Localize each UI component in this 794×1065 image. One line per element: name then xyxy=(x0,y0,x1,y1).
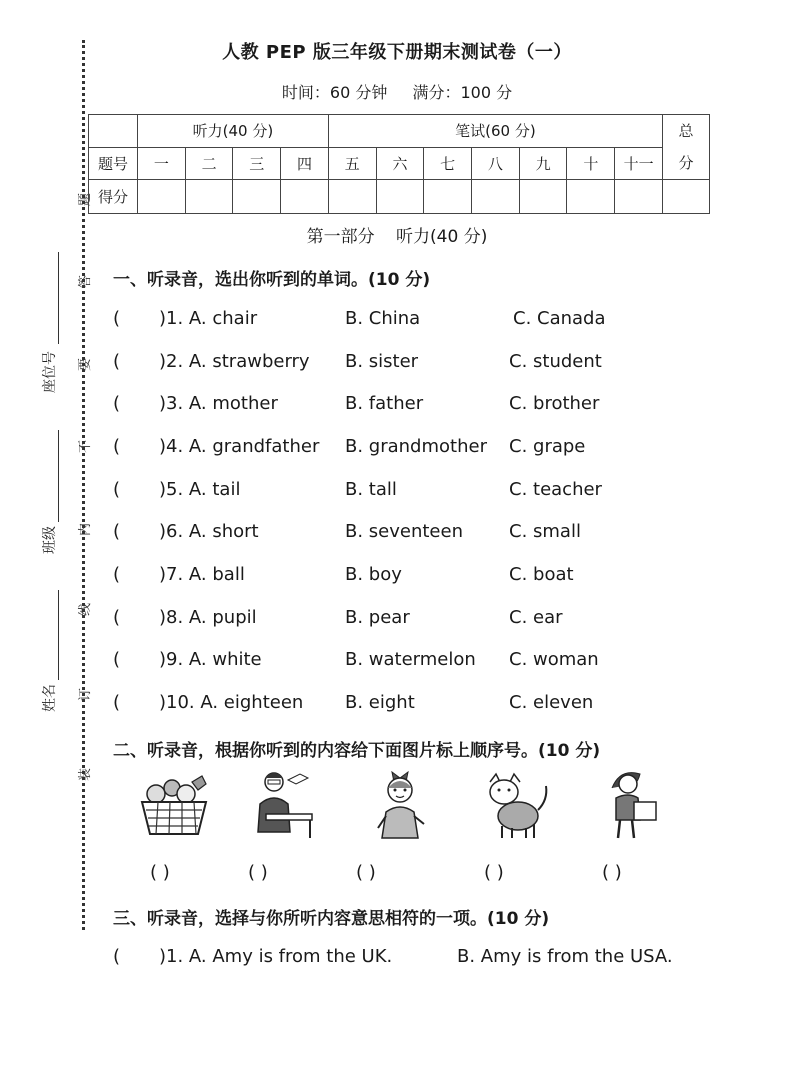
option-b: B. boy xyxy=(345,564,402,585)
score-label: 满分：100 分 xyxy=(412,83,513,102)
question-number: 八 xyxy=(472,147,520,180)
option-b: B. grandmother xyxy=(345,436,487,457)
score-cell[interactable] xyxy=(185,180,233,214)
answer-blank[interactable]: ( xyxy=(113,521,121,542)
section3-title: 三、听录音，选择与你所听内容意思相符的一项。(10 分) xyxy=(113,909,550,929)
option-c: C. brother xyxy=(509,393,600,414)
picture-answer-blank[interactable]: ( ) xyxy=(484,862,504,883)
score-cell[interactable] xyxy=(472,180,520,214)
option-c: C. teacher xyxy=(509,479,602,500)
binding-char: 内 xyxy=(78,522,94,537)
option-c: C. grape xyxy=(509,436,586,457)
binding-char: 装 xyxy=(78,767,94,782)
score-cell[interactable] xyxy=(615,180,663,214)
listening-header: 听力(40 分) xyxy=(138,115,329,148)
option-a: )1. A. chair xyxy=(159,308,258,329)
option-a: )3. A. mother xyxy=(159,393,278,414)
picture-answer-blank[interactable]: ( ) xyxy=(602,862,622,883)
binding-char: 答 xyxy=(78,274,94,289)
seat-number-label: 座位号 xyxy=(42,351,58,393)
question-row xyxy=(113,521,733,551)
score-table xyxy=(88,114,710,214)
score-cell[interactable] xyxy=(519,180,567,214)
answer-blank[interactable]: ( xyxy=(113,436,121,457)
option-c: C. woman xyxy=(509,649,599,670)
score-row-label: 得分 xyxy=(89,180,138,214)
option-a: )5. A. tail xyxy=(159,479,241,500)
question-number: 六 xyxy=(376,147,424,180)
score-cell[interactable] xyxy=(424,180,472,214)
option-b: B. father xyxy=(345,393,424,414)
question-row xyxy=(113,436,733,466)
option-c: C. eleven xyxy=(509,692,594,713)
binding-char: 要 xyxy=(78,357,94,372)
picture-answer-blank[interactable]: ( ) xyxy=(356,862,376,883)
option-a: )7. A. ball xyxy=(159,564,245,585)
option-b: B. Amy is from the USA. xyxy=(457,946,673,967)
name-line[interactable] xyxy=(58,590,59,680)
total-bottom: 分 xyxy=(678,154,694,172)
option-b: B. watermelon xyxy=(345,649,476,670)
binding-char: 订 xyxy=(78,687,94,702)
score-cell[interactable] xyxy=(328,180,376,214)
binding-dotted-line xyxy=(82,40,85,930)
option-c: C. boat xyxy=(509,564,574,585)
option-a: )10. A. eighteen xyxy=(159,692,304,713)
option-b: B. seventeen xyxy=(345,521,463,542)
option-a: )6. A. short xyxy=(159,521,259,542)
picture-answer-blank[interactable]: ( ) xyxy=(248,862,268,883)
option-c: C. Canada xyxy=(513,308,606,329)
answer-blank[interactable]: ( xyxy=(113,393,121,414)
binding-char: 线 xyxy=(78,602,94,617)
option-c: C. small xyxy=(509,521,581,542)
option-a: )8. A. pupil xyxy=(159,607,257,628)
question-number: 五 xyxy=(328,147,376,180)
teacher-at-desk-icon xyxy=(252,768,314,840)
answer-blank[interactable]: ( xyxy=(113,564,121,585)
fruit-basket-icon xyxy=(134,768,214,840)
question-number: 十一 xyxy=(615,147,663,180)
score-cell[interactable] xyxy=(376,180,424,214)
question-number: 十 xyxy=(567,147,615,180)
part-one-title: 听力(40 分) xyxy=(396,227,488,247)
option-b: B. sister xyxy=(345,351,419,372)
part-one-heading xyxy=(0,222,794,247)
girl-with-bow-icon xyxy=(370,768,430,840)
question-row xyxy=(113,607,733,637)
question-row xyxy=(113,308,733,338)
question-number: 四 xyxy=(281,147,329,180)
dog-cat-icon xyxy=(484,768,552,840)
picture-answer-blank[interactable]: ( ) xyxy=(150,862,170,883)
option-b: B. China xyxy=(345,308,421,329)
total-header xyxy=(663,115,710,180)
table-corner xyxy=(89,115,138,148)
question-row xyxy=(113,393,733,423)
class-line[interactable] xyxy=(58,430,59,522)
question-row xyxy=(113,564,733,594)
part-one-label: 第一部分 xyxy=(306,227,375,247)
score-cell[interactable] xyxy=(567,180,615,214)
answer-blank[interactable]: ( xyxy=(113,607,121,628)
binding-char: 不 xyxy=(78,439,94,454)
question-row xyxy=(113,351,733,381)
answer-blank[interactable]: ( xyxy=(113,308,121,329)
score-cell-total[interactable] xyxy=(663,180,710,214)
option-a: )2. A. strawberry xyxy=(159,351,310,372)
answer-blank[interactable]: ( xyxy=(113,479,121,500)
question-number: 三 xyxy=(233,147,281,180)
question-row xyxy=(113,649,733,679)
option-c: C. student xyxy=(509,351,602,372)
section2-title: 二、听录音，根据你听到的内容给下面图片标上顺序号。(10 分) xyxy=(113,741,601,761)
question-number-label: 题号 xyxy=(89,147,138,180)
score-cell[interactable] xyxy=(281,180,329,214)
name-label: 姓名 xyxy=(42,684,58,712)
answer-blank[interactable]: ( xyxy=(113,692,121,713)
score-cell[interactable] xyxy=(138,180,186,214)
seat-number-line[interactable] xyxy=(58,252,59,344)
writing-header: 笔试(60 分) xyxy=(328,115,662,148)
binding-char: 题 xyxy=(78,192,94,207)
woman-with-box-icon xyxy=(604,768,662,840)
question-number: 二 xyxy=(185,147,233,180)
option-b: B. eight xyxy=(345,692,415,713)
exam-info xyxy=(0,80,794,103)
class-label: 班级 xyxy=(42,526,58,554)
option-a: )4. A. grandfather xyxy=(159,436,320,457)
option-a: )9. A. white xyxy=(159,649,262,670)
total-top: 总 xyxy=(678,122,694,140)
option-b: B. pear xyxy=(345,607,410,628)
answer-blank[interactable]: ( xyxy=(113,946,121,967)
question-number: 一 xyxy=(138,147,186,180)
option-b: B. tall xyxy=(345,479,397,500)
score-cell[interactable] xyxy=(233,180,281,214)
answer-blank[interactable]: ( xyxy=(113,351,121,372)
option-a: )1. A. Amy is from the UK. xyxy=(159,946,393,967)
page-title: 人教 PEP 版三年级下册期末测试卷（一） xyxy=(222,42,572,63)
question-row xyxy=(113,479,733,509)
option-c: C. ear xyxy=(509,607,563,628)
question-row xyxy=(113,692,733,722)
question-number: 七 xyxy=(424,147,472,180)
section1-title: 一、听录音，选出你听到的单词。(10 分) xyxy=(113,270,431,290)
question-number: 九 xyxy=(519,147,567,180)
time-label: 时间：60 分钟 xyxy=(281,83,388,102)
answer-blank[interactable]: ( xyxy=(113,649,121,670)
question-row xyxy=(113,946,733,976)
